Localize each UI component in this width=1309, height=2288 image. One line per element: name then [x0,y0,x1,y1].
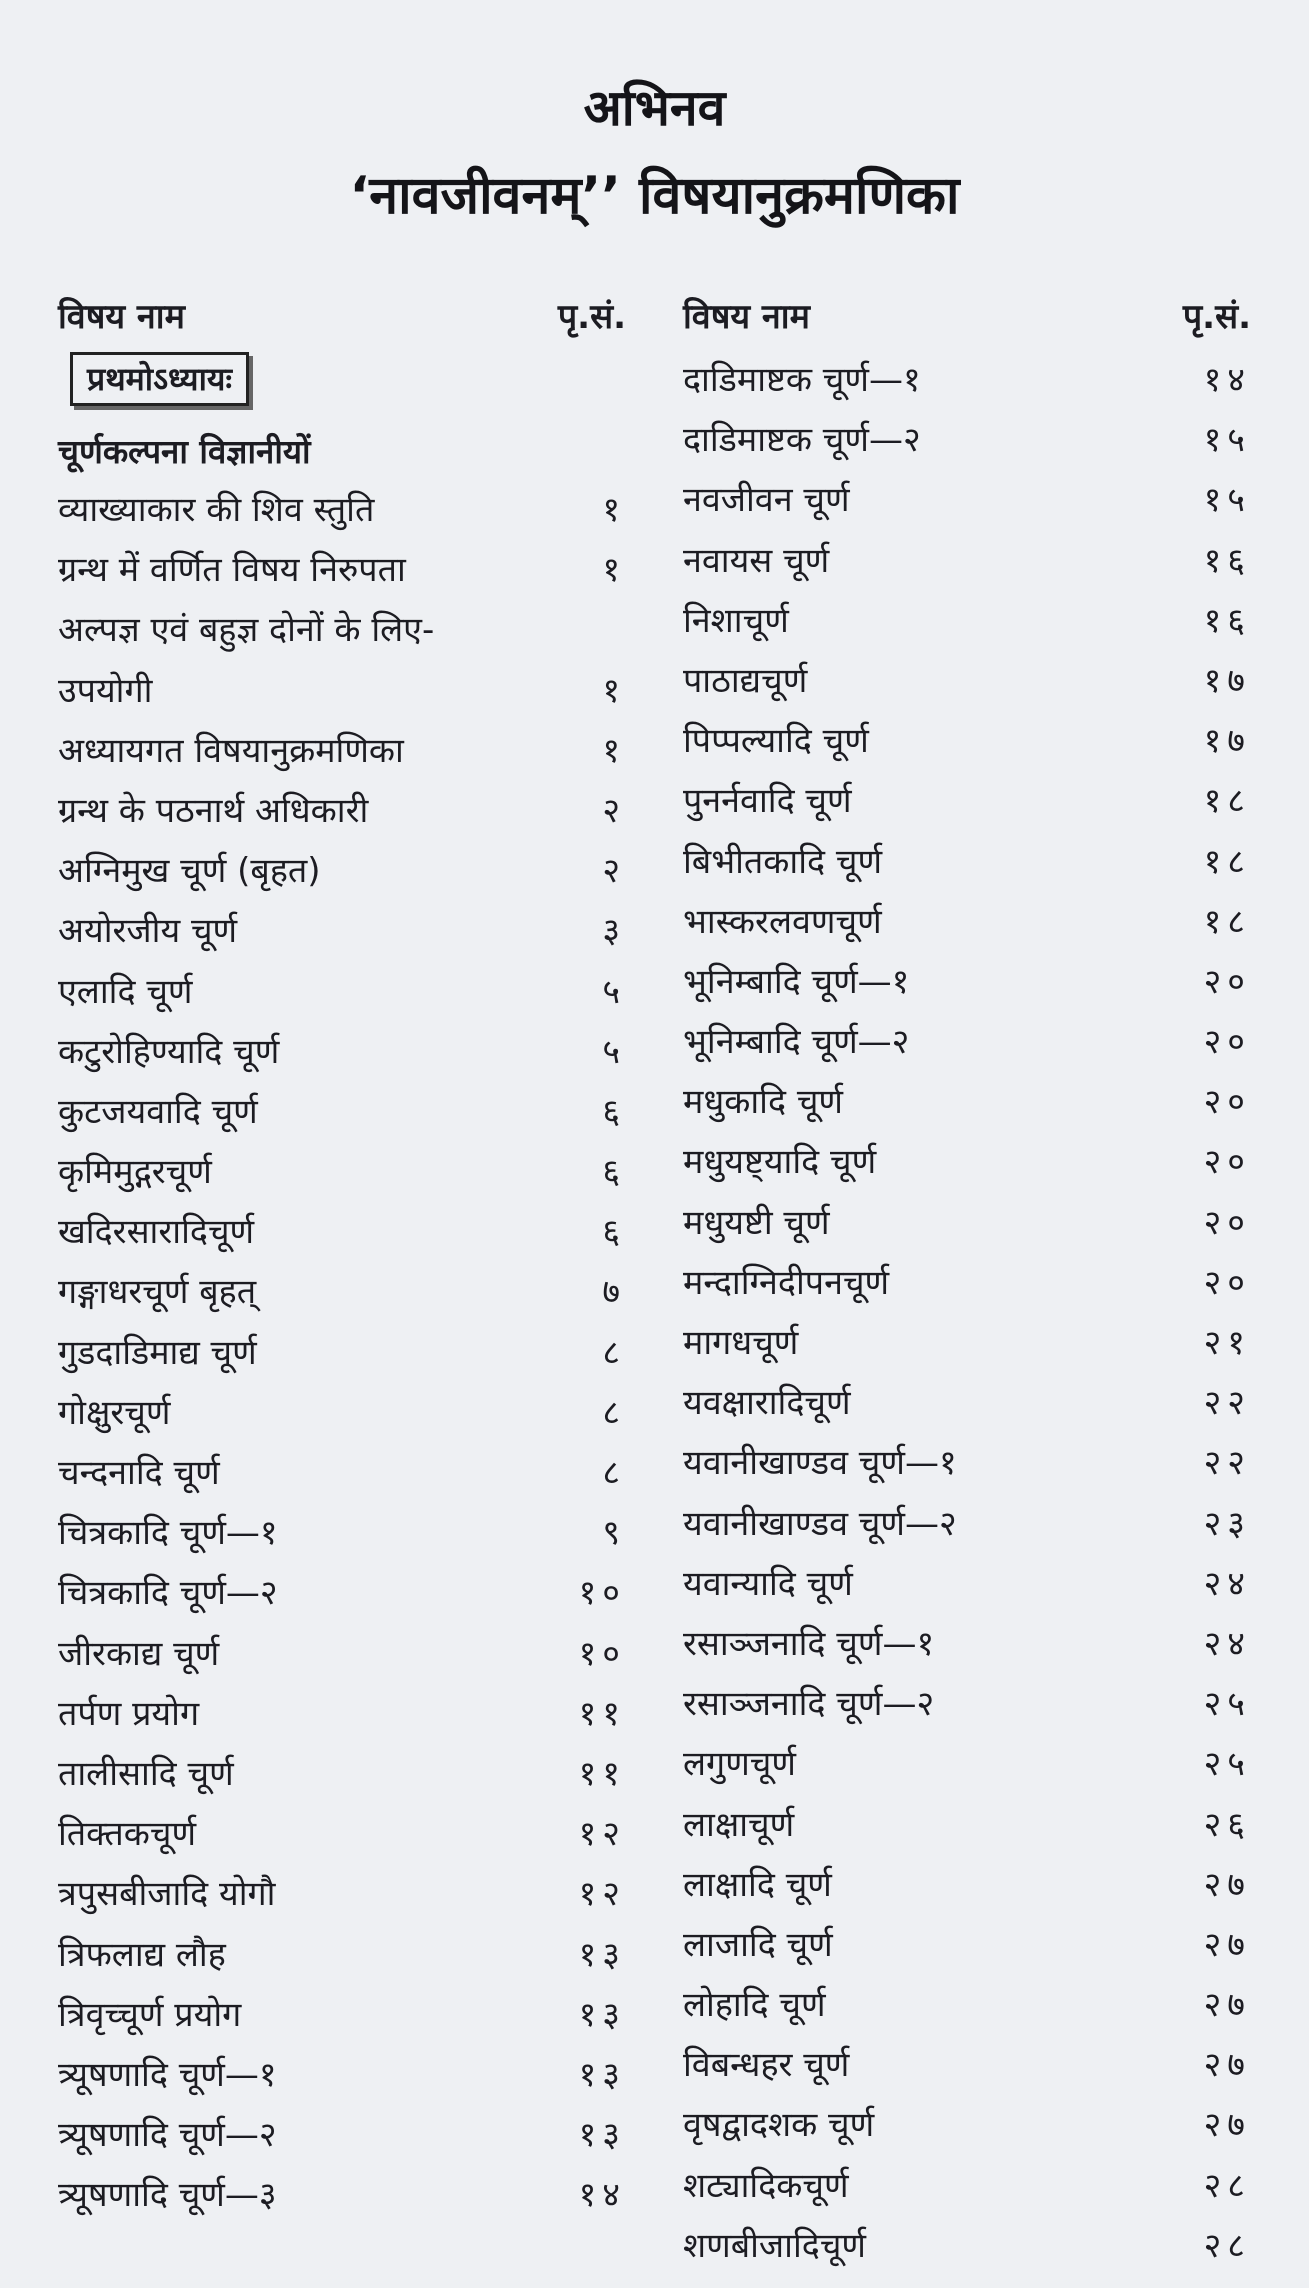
entry-page-number: १ [602,730,626,771]
entry-page-number: १० [578,1573,626,1614]
entry-name: जीरकाद्य चूर्ण [58,1633,220,1674]
entry-name: त्रिवृच्चूर्ण प्रयोग [58,1994,242,2035]
index-entry [58,841,626,901]
entry-name: कुटजयवादि चूर्ण [58,1091,258,1132]
index-entry [683,1253,1251,1313]
entry-name: विबन्धहर चूर्ण [683,2045,850,2086]
index-entry [58,1202,626,1262]
index-entry [683,1072,1251,1132]
entry-name: दाडिमाष्टक चूर्ण—१ [683,360,921,400]
index-entry [58,721,626,781]
index-entry [58,1925,626,1985]
entry-page-number: १ [602,490,626,530]
entry-page-number: ३ [602,911,626,952]
index-entry [58,1864,626,1924]
entry-page-number: २० [1203,1202,1251,1243]
index-entry [683,1193,1251,1253]
entry-page-number: १३ [578,2115,626,2156]
entry-page-number: २८ [1203,2165,1251,2206]
entry-page-number: १३ [578,1994,626,2035]
index-entry [683,1313,1251,1373]
index-entry [58,901,626,961]
entry-page-number: २६ [1203,1804,1251,1845]
entry-page-number: ८ [602,1453,626,1493]
entry-name: चित्रकादि चूर्ण—१ [58,1513,278,1554]
index-entry [683,1915,1251,1975]
index-entry [683,1855,1251,1915]
entry-page-number: २२ [1203,1443,1251,1484]
right-column [683,292,1251,2276]
entry-page-number: २७ [1203,1924,1251,1965]
index-entry [683,2095,1251,2155]
entry-name: शणबीजादिचूर्ण [683,2225,866,2266]
entry-name: मधुयष्टी चूर्ण [683,1202,830,1243]
entry-name: त्रिफलाद्य लौह [58,1934,226,1975]
entry-page-number: ६ [602,1212,626,1253]
page-number-header: पृ.सं. [557,297,626,337]
entry-name: मागधचूर्ण [683,1323,799,1363]
entry-name: कृमिमुद्गरचूर्ण [58,1152,212,1193]
entry-page-number: १८ [1203,781,1251,822]
index-entry [58,1563,626,1623]
index-entry [683,1132,1251,1192]
right-column-header [683,292,1251,348]
index-entry [58,1022,626,1082]
entry-name: दाडिमाष्टक चूर्ण—२ [683,420,921,461]
index-entry [58,962,626,1022]
entry-page-number: २० [1203,961,1251,1002]
index-entry [58,1142,626,1202]
index-entry [683,531,1251,591]
index-entry [58,2165,626,2225]
entry-name: पुनर्नवादि चूर्ण [683,781,852,822]
entry-page-number: १८ [1203,901,1251,942]
index-entry [683,2216,1251,2276]
index-entry [683,832,1251,892]
entry-name: त्रपुसबीजादि योगौ [58,1874,276,1915]
entry-name: लाक्षादि चूर्ण [683,1864,832,1905]
index-entry [58,1383,626,1443]
entry-name: त्र्यूषणादि चूर्ण—१ [58,2054,277,2095]
entry-name: मधुयष्ट्यादि चूर्ण [683,1142,877,1183]
index-entry [58,1323,626,1383]
entry-page-number: २७ [1203,1864,1251,1905]
entry-name: मधुकादि चूर्ण [683,1082,843,1123]
index-entry [683,1795,1251,1855]
index-entry [683,1433,1251,1493]
index-entry [58,1744,626,1804]
entry-page-number: १४ [1203,360,1251,400]
entry-name: भूनिम्बादि चूर्ण—२ [683,1022,910,1063]
entry-page-number: १७ [1203,660,1251,701]
subject-name-header: विषय नाम [58,297,185,337]
index-entry [58,1262,626,1322]
entry-page-number: ६ [602,1152,626,1193]
entry-page-number: ११ [578,1753,626,1794]
entry-page-number: २७ [1203,2045,1251,2086]
entry-name: ग्रन्थ में वर्णित विषय निरुपता [58,550,406,591]
entry-page-number: १२ [578,1874,626,1915]
index-entry [683,892,1251,952]
entry-name: व्याख्याकार की शिव स्तुति [58,490,375,530]
right-entry-list [683,350,1251,2276]
index-entry [683,711,1251,771]
entry-page-number: २७ [1203,1985,1251,2026]
entry-name: गङ्गाधरचूर्ण बृहत् [58,1272,257,1313]
entry-name: त्र्यूषणादि चूर्ण—३ [58,2175,277,2216]
left-entry-list [58,480,626,2225]
entry-page-number: २७ [1203,2105,1251,2146]
entry-name: पाठाद्यचूर्ण [683,660,808,701]
entry-name: ग्रन्थ के पठनार्थ अधिकारी [58,790,369,831]
entry-name: भास्करलवणचूर्ण [683,901,882,942]
index-entry [683,1554,1251,1614]
entry-page-number: १५ [1203,420,1251,461]
index-entry [683,1373,1251,1433]
index-entry [683,591,1251,651]
entry-name: उपयोगी [58,670,153,711]
entry-name: खदिरसारादिचूर्ण [58,1212,255,1253]
entry-name: अग्निमुख चूर्ण (बृहत) [58,851,321,892]
left-column-header [58,292,626,348]
entry-name: शट्यादिकचूर्ण [683,2165,849,2206]
entry-page-number: २५ [1203,1744,1251,1785]
page-number-header: पृ.सं. [1182,297,1251,337]
entry-name: गोक्षुरचूर्ण [58,1392,171,1433]
entry-page-number: २८ [1203,2225,1251,2266]
index-entry [58,540,626,600]
entry-name: रसाञ्जनादि चूर्ण—१ [683,1623,935,1664]
index-entry [58,1684,626,1744]
entry-name: मन्दाग्निदीपनचूर्ण [683,1262,890,1303]
index-entry [58,1985,626,2045]
index-entry [683,771,1251,831]
subject-name-header: विषय नाम [683,297,810,337]
entry-name: लाजादि चूर्ण [683,1924,833,1965]
entry-page-number: २३ [1203,1503,1251,1544]
entry-page-number: २४ [1203,1563,1251,1604]
index-entry [683,1674,1251,1734]
entry-page-number: ५ [602,971,626,1012]
index-entry [683,1494,1251,1554]
entry-name: गुडदाडिमाद्य चूर्ण [58,1332,257,1373]
entry-page-number: २५ [1203,1684,1251,1725]
index-entry [683,651,1251,711]
entry-page-number: २२ [1203,1383,1251,1424]
index-entry [58,1443,626,1503]
index-entry [58,2045,626,2105]
index-entry [58,1804,626,1864]
chapter-label: प्रथमोऽध्यायः [70,352,249,406]
entry-page-number: १६ [1203,540,1251,581]
index-entry [683,2035,1251,2095]
entry-page-number: ११ [578,1693,626,1734]
entry-page-number: १५ [1203,480,1251,521]
entry-name: रसाञ्जनादि चूर्ण—२ [683,1684,935,1725]
entry-name: लोहादि चूर्ण [683,1985,826,2026]
entry-page-number: ८ [602,1332,626,1373]
index-entry [683,1734,1251,1794]
index-entry [58,600,626,660]
entry-name: भूनिम्बादि चूर्ण—१ [683,961,910,1002]
index-entry [58,1624,626,1684]
index-entry [58,661,626,721]
entry-page-number: २४ [1203,1623,1251,1664]
entry-name: लाक्षाचूर्ण [683,1804,795,1845]
entry-name: यवान्यादि चूर्ण [683,1563,853,1604]
index-entry [683,350,1251,410]
left-column [58,292,626,2225]
entry-page-number: ६ [602,1091,626,1132]
entry-name: त्र्यूषणादि चूर्ण—२ [58,2115,277,2156]
entry-page-number: ७ [602,1272,626,1313]
entry-name: चित्रकादि चूर्ण—२ [58,1573,278,1614]
entry-name: यवानीखाण्डव चूर्ण—२ [683,1503,957,1544]
entry-page-number: १६ [1203,600,1251,641]
entry-page-number: २१ [1203,1323,1251,1363]
entry-page-number: १२ [578,1814,626,1855]
entry-name: यवानीखाण्डव चूर्ण—१ [683,1443,957,1484]
entry-page-number: २० [1203,1082,1251,1123]
entry-name: चन्दनादि चूर्ण [58,1453,220,1493]
entry-name: अल्पज्ञ एवं बहुज्ञ दोनों के लिए- [58,610,435,651]
title-line-1: अभिनव [583,79,726,137]
entry-page-number: १३ [578,1934,626,1975]
index-entry [683,410,1251,470]
entry-name: लगुणचूर्ण [683,1744,796,1785]
entry-page-number: १ [602,670,626,711]
entry-name: नवजीवन चूर्ण [683,480,850,521]
entry-page-number: २ [602,790,626,831]
entry-name: अध्यायगत विषयानुक्रमणिका [58,730,404,771]
index-entry [58,781,626,841]
entry-name: कटुरोहिण्यादि चूर्ण [58,1031,280,1072]
index-entry [683,1614,1251,1674]
entry-name: नवायस चूर्ण [683,540,830,581]
entry-page-number: २ [602,851,626,892]
entry-name: बिभीतकादि चूर्ण [683,841,883,882]
entry-page-number: १८ [1203,841,1251,882]
index-entry [683,952,1251,1012]
entry-name: पिप्पल्यादि चूर्ण [683,721,869,762]
entry-page-number: १ [602,550,626,591]
entry-page-number: १३ [578,2054,626,2095]
index-entry [58,480,626,540]
entry-name: वृषद्वादशक चूर्ण [683,2105,875,2146]
entry-name: एलादि चूर्ण [58,971,193,1012]
entry-page-number: १४ [578,2175,626,2216]
entry-page-number: ८ [602,1392,626,1433]
entry-page-number: २० [1203,1262,1251,1303]
entry-name: निशाचूर्ण [683,600,789,641]
entry-name: तिक्तकचूर्ण [58,1814,197,1855]
index-entry [58,2105,626,2165]
chapter-box-wrapper [58,348,626,406]
entry-page-number: १० [578,1633,626,1674]
index-entry [683,2156,1251,2216]
entry-page-number: २० [1203,1022,1251,1063]
entry-page-number: ९ [602,1513,626,1554]
entry-name: अयोरजीय चूर्ण [58,911,238,952]
entry-name: तालीसादि चूर्ण [58,1753,234,1794]
entry-name: तर्पण प्रयोग [58,1693,200,1734]
index-entry [683,1975,1251,2035]
section-title: चूर्णकल्पना विज्ञानीयों [58,432,311,471]
entry-name: यवक्षारादिचूर्ण [683,1383,851,1424]
title-line-2: ‘नावजीवनम्’’ विषयानुक्रमणिका [349,166,960,226]
index-entry [58,1082,626,1142]
entry-page-number: ५ [602,1031,626,1072]
index-entry [58,1503,626,1563]
index-entry [683,470,1251,530]
entry-page-number: २० [1203,1142,1251,1183]
index-entry [683,1012,1251,1072]
entry-page-number: १७ [1203,721,1251,762]
